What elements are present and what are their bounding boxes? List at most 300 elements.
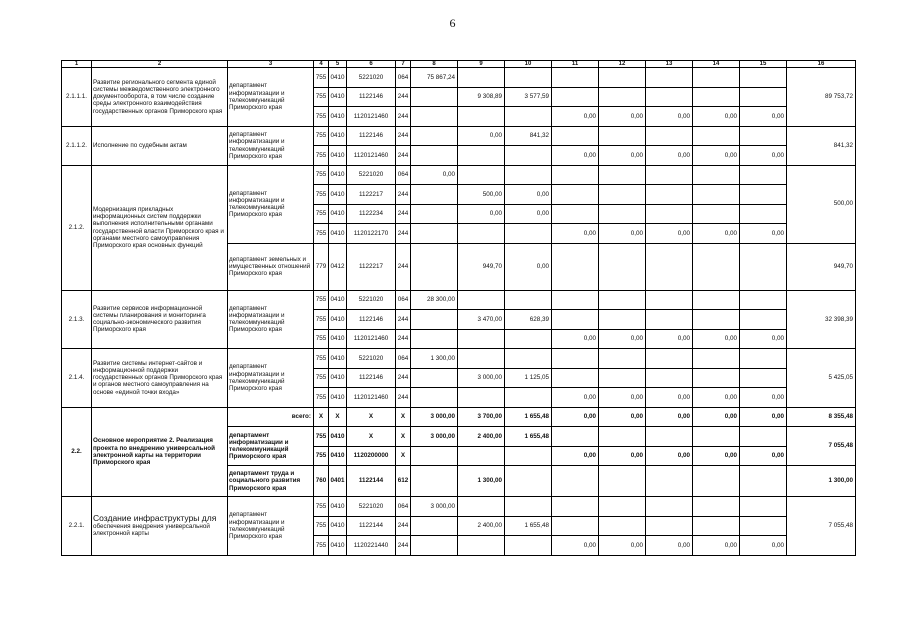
- cell-code: X: [396, 446, 411, 466]
- page-number: 6: [449, 16, 456, 30]
- cell-value: [599, 204, 646, 224]
- cell-value: 0,00: [646, 329, 693, 349]
- table-row: [62, 497, 856, 517]
- col-header: 9: [458, 61, 505, 68]
- row-number: 2.2.1.: [62, 497, 92, 556]
- cell-value: 3 000,00: [411, 407, 458, 427]
- cell-value: [693, 290, 740, 310]
- cell-value: [552, 126, 599, 146]
- row-total: 500,00: [787, 165, 856, 243]
- cell-value: [411, 146, 458, 166]
- col-header: 13: [646, 61, 693, 68]
- cell-value: [599, 126, 646, 146]
- cell-value: [740, 349, 787, 369]
- row-number: 2.1.2.: [62, 165, 92, 290]
- cell-code: 1120221440: [347, 536, 396, 556]
- row-name: Развитие регионального сегмента единой системы межведомственного электронного документооборота, в том числе создание среды электронного взаимодействия государственных органов Приморского края: [92, 68, 228, 127]
- cell-value: 841,32: [505, 126, 552, 146]
- cell-value: 949,70: [458, 243, 505, 290]
- cell-code: 0410: [329, 349, 347, 369]
- cell-value: [458, 446, 505, 466]
- cell-code: 244: [396, 329, 411, 349]
- cell-value: [646, 310, 693, 330]
- cell-value: 0,00: [458, 204, 505, 224]
- cell-value: 0,00: [740, 224, 787, 244]
- cell-code: 612: [396, 466, 411, 497]
- cell-code: 1122146: [347, 310, 396, 330]
- cell-code: X: [347, 427, 396, 447]
- cell-value: [599, 290, 646, 310]
- col-header: 8: [411, 61, 458, 68]
- cell-value: 1 655,48: [505, 407, 552, 427]
- department: департамент информатизации и телекоммуникаций Приморского края: [228, 349, 314, 408]
- cell-value: 1 655,48: [505, 516, 552, 536]
- cell-value: 0,00: [740, 107, 787, 127]
- cell-code: 1120121460: [347, 107, 396, 127]
- row-name-rest: обеспечения внедрения универсальной электронной карты: [93, 523, 210, 538]
- cell-value: [693, 165, 740, 185]
- row-number: 2.1.1.1.: [62, 68, 92, 127]
- cell-value: 1 655,48: [505, 427, 552, 447]
- cell-code: 755: [314, 329, 329, 349]
- department: департамент земельных и имущественных отношений Приморского края: [228, 243, 314, 290]
- cell-value: 0,00: [646, 407, 693, 427]
- cell-value: [740, 87, 787, 107]
- cell-value: 0,00: [693, 224, 740, 244]
- cell-code: 0410: [329, 388, 347, 408]
- cell-code: 064: [396, 497, 411, 517]
- cell-value: 0,00: [740, 146, 787, 166]
- cell-value: [646, 165, 693, 185]
- cell-code: 244: [396, 204, 411, 224]
- cell-value: [458, 224, 505, 244]
- cell-value: [599, 243, 646, 290]
- cell-code: X: [396, 427, 411, 447]
- cell-value: [458, 290, 505, 310]
- cell-code: 5221020: [347, 165, 396, 185]
- cell-value: [411, 388, 458, 408]
- cell-value: [599, 185, 646, 205]
- department: департамент информатизации и телекоммуникаций Приморского края: [228, 165, 314, 243]
- vsego-label: всего:: [228, 407, 314, 427]
- row-total: 7 055,48: [787, 427, 856, 466]
- cell-value: [599, 165, 646, 185]
- cell-value: [693, 87, 740, 107]
- cell-code: 0410: [329, 146, 347, 166]
- cell-code: 0410: [329, 68, 347, 88]
- cell-value: [740, 126, 787, 146]
- cell-code: 755: [314, 368, 329, 388]
- cell-value: [505, 165, 552, 185]
- cell-value: [646, 87, 693, 107]
- cell-value: [693, 126, 740, 146]
- cell-value: [599, 87, 646, 107]
- cell-value: [599, 466, 646, 497]
- cell-value: [505, 224, 552, 244]
- cell-value: 0,00: [599, 329, 646, 349]
- cell-code: 1120122170: [347, 224, 396, 244]
- cell-value: 0,00: [646, 107, 693, 127]
- cell-code: 0410: [329, 126, 347, 146]
- cell-value: 0,00: [740, 407, 787, 427]
- cell-value: 0,00: [599, 536, 646, 556]
- department: департамент информатизации и телекоммуникаций Приморского края: [228, 290, 314, 349]
- cell-code: 244: [396, 243, 411, 290]
- cell-value: 3 000,00: [458, 368, 505, 388]
- cell-value: [552, 497, 599, 517]
- cell-code: 755: [314, 68, 329, 88]
- cell-value: [740, 427, 787, 447]
- table-row: [62, 349, 856, 369]
- cell-code: 1120121460: [347, 329, 396, 349]
- cell-code: 0410: [329, 165, 347, 185]
- cell-code: 244: [396, 224, 411, 244]
- cell-code: 755: [314, 290, 329, 310]
- cell-value: [646, 290, 693, 310]
- cell-code: 064: [396, 165, 411, 185]
- cell-value: [646, 68, 693, 88]
- cell-value: [552, 427, 599, 447]
- cell-value: 0,00: [693, 407, 740, 427]
- cell-value: [646, 126, 693, 146]
- cell-code: 755: [314, 126, 329, 146]
- department: департамент информатизации и телекоммуникаций Приморского края: [228, 126, 314, 165]
- cell-value: 0,00: [552, 146, 599, 166]
- cell-value: [552, 68, 599, 88]
- cell-code: 244: [396, 310, 411, 330]
- row-name-large: Создание инфраструктуры для: [93, 512, 217, 523]
- cell-value: [458, 388, 505, 408]
- cell-value: 0,00: [646, 446, 693, 466]
- cell-value: [505, 146, 552, 166]
- cell-code: 755: [314, 349, 329, 369]
- cell-value: [740, 310, 787, 330]
- table-row: [62, 126, 856, 146]
- cell-value: [411, 107, 458, 127]
- cell-code: 0410: [329, 87, 347, 107]
- cell-value: [411, 185, 458, 205]
- cell-value: [411, 204, 458, 224]
- department: департамент информатизации и телекоммуникаций Приморского края: [228, 68, 314, 127]
- cell-value: 0,00: [552, 224, 599, 244]
- cell-value: [458, 107, 505, 127]
- cell-value: 2 400,00: [458, 516, 505, 536]
- cell-value: 3 470,00: [458, 310, 505, 330]
- cell-value: [411, 368, 458, 388]
- row-total: 32 398,39: [787, 290, 856, 349]
- cell-value: [552, 87, 599, 107]
- cell-value: 0,00: [599, 407, 646, 427]
- col-header: 14: [693, 61, 740, 68]
- cell-code: 1122217: [347, 243, 396, 290]
- cell-value: [693, 310, 740, 330]
- cell-code: 779: [314, 243, 329, 290]
- cell-value: [693, 349, 740, 369]
- cell-value: [599, 349, 646, 369]
- cell-code: 1122146: [347, 126, 396, 146]
- cell-value: 0,00: [646, 536, 693, 556]
- department: департамент информатизации и телекоммуникаций Приморского края: [228, 427, 314, 466]
- cell-value: 500,00: [458, 185, 505, 205]
- cell-value: [552, 466, 599, 497]
- cell-value: 0,00: [599, 224, 646, 244]
- col-header: 1: [62, 61, 92, 68]
- cell-value: [693, 516, 740, 536]
- cell-code: 244: [396, 87, 411, 107]
- cell-value: 0,00: [505, 204, 552, 224]
- col-header: 11: [552, 61, 599, 68]
- cell-code: 0410: [329, 427, 347, 447]
- cell-value: [552, 349, 599, 369]
- cell-code: 0410: [329, 107, 347, 127]
- cell-code: 755: [314, 497, 329, 517]
- table-row: [62, 68, 856, 88]
- table-row: [62, 407, 856, 427]
- cell-value: [458, 536, 505, 556]
- cell-value: [693, 243, 740, 290]
- cell-value: 0,00: [693, 446, 740, 466]
- cell-value: 0,00: [411, 165, 458, 185]
- row-number: 2.1.1.2.: [62, 126, 92, 165]
- cell-value: [411, 243, 458, 290]
- table-row: [62, 290, 856, 310]
- cell-value: 0,00: [646, 146, 693, 166]
- cell-code: 755: [314, 516, 329, 536]
- row-name: Исполнение по судебным актам: [92, 126, 228, 165]
- cell-value: 3 000,00: [411, 497, 458, 517]
- cell-code: 0410: [329, 516, 347, 536]
- cell-value: 0,00: [740, 446, 787, 466]
- cell-value: [411, 126, 458, 146]
- cell-value: [646, 516, 693, 536]
- cell-code: X: [314, 407, 329, 427]
- cell-value: 0,00: [740, 329, 787, 349]
- table-row: [62, 165, 856, 185]
- cell-code: 244: [396, 388, 411, 408]
- cell-value: [693, 368, 740, 388]
- cell-value: [599, 310, 646, 330]
- cell-value: [458, 329, 505, 349]
- cell-code: 0410: [329, 290, 347, 310]
- col-header: 16: [787, 61, 856, 68]
- cell-value: [458, 497, 505, 517]
- cell-code: 5221020: [347, 349, 396, 369]
- cell-value: [740, 290, 787, 310]
- cell-code: 244: [396, 516, 411, 536]
- cell-code: 0410: [329, 204, 347, 224]
- cell-value: [552, 243, 599, 290]
- cell-value: [693, 427, 740, 447]
- row-number: 2.2.: [62, 407, 92, 497]
- cell-code: 0410: [329, 329, 347, 349]
- cell-value: [505, 107, 552, 127]
- cell-value: [740, 204, 787, 224]
- col-header: 12: [599, 61, 646, 68]
- cell-code: 755: [314, 388, 329, 408]
- col-header: 7: [396, 61, 411, 68]
- cell-code: 0401: [329, 466, 347, 497]
- cell-code: 244: [396, 368, 411, 388]
- cell-value: [693, 68, 740, 88]
- cell-value: [552, 204, 599, 224]
- cell-value: 0,00: [599, 146, 646, 166]
- cell-value: [411, 87, 458, 107]
- cell-value: [505, 290, 552, 310]
- cell-value: [411, 329, 458, 349]
- cell-value: 628,39: [505, 310, 552, 330]
- cell-value: 1 300,00: [458, 466, 505, 497]
- cell-value: 0,00: [693, 329, 740, 349]
- budget-table: [61, 60, 856, 556]
- cell-value: 0,00: [505, 243, 552, 290]
- cell-value: 0,00: [552, 407, 599, 427]
- cell-value: [740, 68, 787, 88]
- cell-value: [599, 497, 646, 517]
- cell-code: 1122144: [347, 516, 396, 536]
- cell-value: 0,00: [552, 329, 599, 349]
- cell-value: 75 867,24: [411, 68, 458, 88]
- col-header: 4: [314, 61, 329, 68]
- cell-value: [646, 243, 693, 290]
- cell-code: 755: [314, 446, 329, 466]
- cell-code: 1122146: [347, 368, 396, 388]
- cell-value: 0,00: [693, 536, 740, 556]
- cell-value: 0,00: [599, 107, 646, 127]
- cell-value: 0,00: [646, 388, 693, 408]
- cell-value: [740, 165, 787, 185]
- col-header: 6: [347, 61, 396, 68]
- cell-value: 0,00: [505, 185, 552, 205]
- cell-value: 9 308,89: [458, 87, 505, 107]
- col-header: 15: [740, 61, 787, 68]
- cell-code: 755: [314, 146, 329, 166]
- cell-code: 0410: [329, 310, 347, 330]
- cell-code: 5221020: [347, 68, 396, 88]
- cell-code: 064: [396, 68, 411, 88]
- row-total: 841,32: [787, 126, 856, 165]
- cell-value: [599, 427, 646, 447]
- row-name: [92, 497, 228, 556]
- cell-value: [646, 466, 693, 497]
- cell-value: 0,00: [552, 446, 599, 466]
- cell-value: [458, 349, 505, 369]
- cell-value: 3 700,00: [458, 407, 505, 427]
- cell-code: 244: [396, 536, 411, 556]
- cell-value: [740, 368, 787, 388]
- cell-code: 755: [314, 536, 329, 556]
- row-name: Модернизация прикладных информационных систем поддержки выполнения исполнительными органами государственной власти Приморского края и органами местного самоуправления Приморского края основных функций: [92, 165, 228, 290]
- cell-value: 2 400,00: [458, 427, 505, 447]
- cell-code: 1122217: [347, 185, 396, 205]
- cell-code: 064: [396, 349, 411, 369]
- cell-value: 0,00: [599, 388, 646, 408]
- header-row: [62, 61, 856, 68]
- cell-value: 0,00: [693, 388, 740, 408]
- cell-code: 1122234: [347, 204, 396, 224]
- row-total: 89 753,72: [787, 68, 856, 127]
- department: департамент труда и социального развития Приморского края: [228, 466, 314, 497]
- cell-value: [646, 349, 693, 369]
- cell-value: [458, 165, 505, 185]
- cell-value: 0,00: [599, 446, 646, 466]
- row-total: 1 300,00: [787, 466, 856, 497]
- cell-code: 1120121460: [347, 388, 396, 408]
- cell-value: [552, 310, 599, 330]
- cell-code: 0412: [329, 243, 347, 290]
- cell-value: [646, 185, 693, 205]
- row-total: 8 355,48: [787, 407, 856, 427]
- cell-code: 0410: [329, 368, 347, 388]
- cell-value: 0,00: [693, 107, 740, 127]
- cell-value: [505, 536, 552, 556]
- cell-value: [552, 165, 599, 185]
- row-total: 949,70: [787, 243, 856, 290]
- col-header: 10: [505, 61, 552, 68]
- cell-value: [740, 516, 787, 536]
- cell-value: 0,00: [740, 388, 787, 408]
- cell-code: X: [329, 407, 347, 427]
- cell-value: [411, 224, 458, 244]
- cell-code: 755: [314, 185, 329, 205]
- cell-value: [599, 516, 646, 536]
- cell-value: [646, 497, 693, 517]
- cell-value: [693, 497, 740, 517]
- cell-value: [505, 329, 552, 349]
- cell-value: [552, 290, 599, 310]
- row-name: Развитие системы интернет-сайтов и информационной поддержки государственных органов Приморского края и органов местного самоуправления на основе «единой точки входа»: [92, 349, 228, 408]
- cell-code: 0410: [329, 185, 347, 205]
- cell-code: 755: [314, 427, 329, 447]
- cell-code: X: [347, 407, 396, 427]
- row-total: 5 425,05: [787, 349, 856, 408]
- cell-code: 755: [314, 87, 329, 107]
- cell-value: [740, 185, 787, 205]
- col-header: 3: [228, 61, 314, 68]
- cell-code: 1122144: [347, 466, 396, 497]
- cell-value: [740, 497, 787, 517]
- cell-value: [646, 368, 693, 388]
- cell-code: 755: [314, 224, 329, 244]
- cell-value: 1 300,00: [411, 349, 458, 369]
- cell-value: [740, 243, 787, 290]
- cell-value: [411, 446, 458, 466]
- cell-code: 0410: [329, 446, 347, 466]
- cell-value: 0,00: [552, 388, 599, 408]
- cell-code: X: [396, 407, 411, 427]
- cell-value: [458, 68, 505, 88]
- cell-code: 244: [396, 146, 411, 166]
- cell-value: 0,00: [740, 536, 787, 556]
- cell-value: [505, 466, 552, 497]
- cell-value: 3 577,59: [505, 87, 552, 107]
- cell-value: [693, 204, 740, 224]
- cell-code: 0410: [329, 224, 347, 244]
- cell-value: [693, 466, 740, 497]
- cell-value: [599, 368, 646, 388]
- cell-value: [646, 204, 693, 224]
- cell-code: 244: [396, 126, 411, 146]
- cell-value: [599, 68, 646, 88]
- cell-value: [693, 185, 740, 205]
- col-header: 5: [329, 61, 347, 68]
- cell-value: [505, 497, 552, 517]
- row-number: 2.1.4.: [62, 349, 92, 408]
- cell-value: 0,00: [552, 536, 599, 556]
- cell-code: 1122146: [347, 87, 396, 107]
- cell-code: 0410: [329, 497, 347, 517]
- cell-code: 755: [314, 204, 329, 224]
- cell-code: 064: [396, 290, 411, 310]
